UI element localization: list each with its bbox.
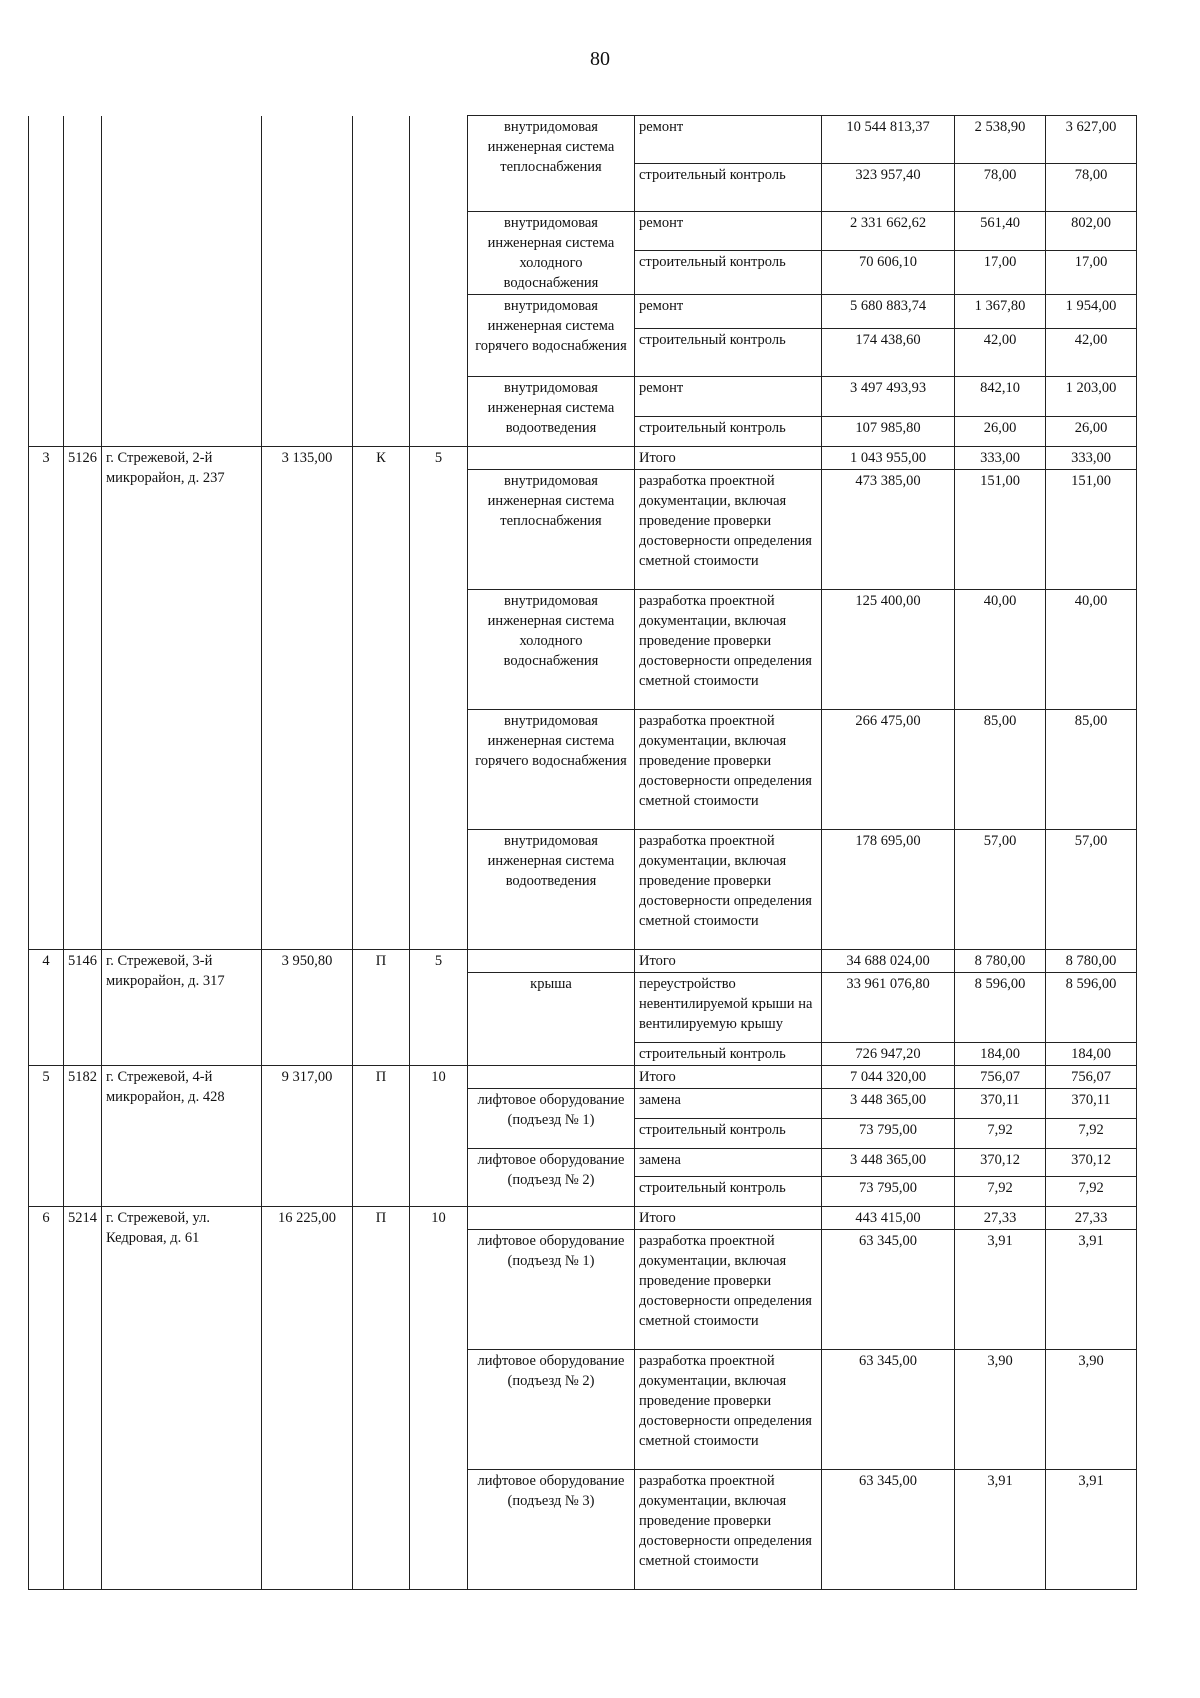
work-type: разработка проектной документации, включая проведение проверки достоверности определения сметной стоимости	[635, 470, 822, 590]
work-type: разработка проектной документации, включая проведение проверки достоверности определения сметной стоимости	[635, 1350, 822, 1470]
cost-cell: 266 475,00	[822, 710, 955, 830]
unit-cost-cell: 184,00	[955, 1043, 1046, 1066]
cost-cell: 473 385,00	[822, 470, 955, 590]
house-category: П	[353, 1066, 410, 1207]
unit-cost-cell: 42,00	[955, 329, 1046, 377]
work-type: ремонт	[635, 377, 822, 417]
house-floors: 10	[410, 1207, 468, 1590]
work-type: ремонт	[635, 116, 822, 164]
unit-cost-cell: 40,00	[955, 590, 1046, 710]
house-category: К	[353, 447, 410, 950]
work-type: строительный контроль	[635, 1177, 822, 1207]
table-row	[29, 1066, 1137, 1089]
row-number: 5	[29, 1066, 64, 1207]
cost-cell: 3 448 365,00	[822, 1149, 955, 1177]
work-type: ремонт	[635, 212, 822, 251]
cost-cell: 70 606,10	[822, 251, 955, 295]
house-code: 5146	[64, 950, 102, 1066]
cost-cell: 107 985,80	[822, 417, 955, 447]
unit-cost-cell: 333,00	[955, 447, 1046, 470]
unit-cost-cell: 561,40	[955, 212, 1046, 251]
house-code: 5214	[64, 1207, 102, 1590]
cost-cell: 10 544 813,37	[822, 116, 955, 164]
limit-cost-cell: 85,00	[1046, 710, 1137, 830]
cost-cell: 3 448 365,00	[822, 1089, 955, 1119]
limit-cost-cell: 27,33	[1046, 1207, 1137, 1230]
system-name: внутридомовая инженерная система водоотведения	[468, 377, 635, 447]
house-area: 3 950,80	[262, 950, 353, 1066]
limit-cost-cell: 8 780,00	[1046, 950, 1137, 973]
page-number: 80	[590, 48, 610, 70]
system-name: внутридомовая инженерная система теплоснабжения	[468, 470, 635, 590]
limit-cost-cell: 1 954,00	[1046, 295, 1137, 329]
cost-cell: 443 415,00	[822, 1207, 955, 1230]
unit-cost-cell: 26,00	[955, 417, 1046, 447]
unit-cost-cell: 7,92	[955, 1119, 1046, 1149]
system-name: лифтовое оборудование (подъезд № 1)	[468, 1089, 635, 1149]
unit-cost-cell: 3,91	[955, 1230, 1046, 1350]
unit-cost-cell: 27,33	[955, 1207, 1046, 1230]
limit-cost-cell: 7,92	[1046, 1177, 1137, 1207]
limit-cost-cell: 1 203,00	[1046, 377, 1137, 417]
work-type: разработка проектной документации, включая проведение проверки достоверности определения сметной стоимости	[635, 830, 822, 950]
house-address: г. Стрежевой, 4-й микрорайон, д. 428	[102, 1066, 262, 1207]
repair-schedule-table	[28, 115, 1137, 1590]
house-area: 9 317,00	[262, 1066, 353, 1207]
house-floors: 10	[410, 1066, 468, 1207]
limit-cost-cell: 7,92	[1046, 1119, 1137, 1149]
limit-cost-cell: 802,00	[1046, 212, 1137, 251]
limit-cost-cell: 184,00	[1046, 1043, 1137, 1066]
house-code: 5182	[64, 1066, 102, 1207]
row-number: 3	[29, 447, 64, 950]
cost-cell: 125 400,00	[822, 590, 955, 710]
cost-cell: 63 345,00	[822, 1470, 955, 1590]
system-name: внутридомовая инженерная система холодного водоснабжения	[468, 212, 635, 295]
system-name: лифтовое оборудование (подъезд № 1)	[468, 1230, 635, 1350]
unit-cost-cell: 7,92	[955, 1177, 1046, 1207]
cost-cell: 174 438,60	[822, 329, 955, 377]
limit-cost-cell: 57,00	[1046, 830, 1137, 950]
unit-cost-cell: 842,10	[955, 377, 1046, 417]
system-name: внутридомовая инженерная система водоотведения	[468, 830, 635, 950]
cost-cell: 178 695,00	[822, 830, 955, 950]
work-type: разработка проектной документации, включая проведение проверки достоверности определения сметной стоимости	[635, 1230, 822, 1350]
house-area: 3 135,00	[262, 447, 353, 950]
work-type: строительный контроль	[635, 164, 822, 212]
limit-cost-cell: 40,00	[1046, 590, 1137, 710]
total-label: Итого	[635, 950, 822, 973]
work-type: ремонт	[635, 295, 822, 329]
unit-cost-cell: 370,11	[955, 1089, 1046, 1119]
unit-cost-cell: 17,00	[955, 251, 1046, 295]
system-name: лифтовое оборудование (подъезд № 2)	[468, 1149, 635, 1207]
work-type: строительный контроль	[635, 1043, 822, 1066]
total-label: Итого	[635, 447, 822, 470]
work-type: разработка проектной документации, включая проведение проверки достоверности определения сметной стоимости	[635, 710, 822, 830]
system-name: внутридомовая инженерная система теплоснабжения	[468, 116, 635, 212]
limit-cost-cell: 17,00	[1046, 251, 1137, 295]
unit-cost-cell: 8 596,00	[955, 973, 1046, 1043]
house-category: П	[353, 950, 410, 1066]
house-area: 16 225,00	[262, 1207, 353, 1590]
limit-cost-cell: 42,00	[1046, 329, 1137, 377]
total-label: Итого	[635, 1066, 822, 1089]
cost-cell: 1 043 955,00	[822, 447, 955, 470]
unit-cost-cell: 1 367,80	[955, 295, 1046, 329]
work-type: строительный контроль	[635, 1119, 822, 1149]
total-label: Итого	[635, 1207, 822, 1230]
unit-cost-cell: 370,12	[955, 1149, 1046, 1177]
house-floors: 5	[410, 447, 468, 950]
unit-cost-cell: 78,00	[955, 164, 1046, 212]
cost-cell: 73 795,00	[822, 1177, 955, 1207]
limit-cost-cell: 8 596,00	[1046, 973, 1137, 1043]
limit-cost-cell: 3,91	[1046, 1470, 1137, 1590]
row-number: 4	[29, 950, 64, 1066]
limit-cost-cell: 370,11	[1046, 1089, 1137, 1119]
cost-cell: 5 680 883,74	[822, 295, 955, 329]
unit-cost-cell: 3,91	[955, 1470, 1046, 1590]
cost-cell: 34 688 024,00	[822, 950, 955, 973]
unit-cost-cell: 756,07	[955, 1066, 1046, 1089]
system-name: внутридомовая инженерная система горячего водоснабжения	[468, 295, 635, 377]
limit-cost-cell: 151,00	[1046, 470, 1137, 590]
house-address: г. Стрежевой, 2-й микрорайон, д. 237	[102, 447, 262, 950]
house-category: П	[353, 1207, 410, 1590]
cost-cell: 63 345,00	[822, 1350, 955, 1470]
limit-cost-cell: 333,00	[1046, 447, 1137, 470]
work-type: строительный контроль	[635, 329, 822, 377]
work-type: строительный контроль	[635, 251, 822, 295]
limit-cost-cell: 26,00	[1046, 417, 1137, 447]
limit-cost-cell: 3,91	[1046, 1230, 1137, 1350]
table-row	[29, 447, 1137, 470]
unit-cost-cell: 2 538,90	[955, 116, 1046, 164]
system-name: лифтовое оборудование (подъезд № 2)	[468, 1350, 635, 1470]
house-floors: 5	[410, 950, 468, 1066]
table-row	[29, 950, 1137, 973]
system-name: лифтовое оборудование (подъезд № 3)	[468, 1470, 635, 1590]
limit-cost-cell: 3,90	[1046, 1350, 1137, 1470]
work-type: строительный контроль	[635, 417, 822, 447]
limit-cost-cell: 3 627,00	[1046, 116, 1137, 164]
system-name: крыша	[468, 973, 635, 1066]
cost-cell: 323 957,40	[822, 164, 955, 212]
work-type: разработка проектной документации, включая проведение проверки достоверности определения сметной стоимости	[635, 590, 822, 710]
unit-cost-cell: 3,90	[955, 1350, 1046, 1470]
unit-cost-cell: 8 780,00	[955, 950, 1046, 973]
house-code: 5126	[64, 447, 102, 950]
cost-cell: 2 331 662,62	[822, 212, 955, 251]
table-row	[29, 1207, 1137, 1230]
unit-cost-cell: 57,00	[955, 830, 1046, 950]
unit-cost-cell: 151,00	[955, 470, 1046, 590]
limit-cost-cell: 756,07	[1046, 1066, 1137, 1089]
house-address: г. Стрежевой, ул. Кедровая, д. 61	[102, 1207, 262, 1590]
house-address: г. Стрежевой, 3-й микрорайон, д. 317	[102, 950, 262, 1066]
cost-cell: 63 345,00	[822, 1230, 955, 1350]
cost-cell: 73 795,00	[822, 1119, 955, 1149]
limit-cost-cell: 78,00	[1046, 164, 1137, 212]
limit-cost-cell: 370,12	[1046, 1149, 1137, 1177]
system-name: внутридомовая инженерная система горячего водоснабжения	[468, 710, 635, 830]
table-row	[29, 116, 1137, 164]
cost-cell: 3 497 493,93	[822, 377, 955, 417]
row-number: 6	[29, 1207, 64, 1590]
cost-cell: 33 961 076,80	[822, 973, 955, 1043]
cost-cell: 7 044 320,00	[822, 1066, 955, 1089]
work-type: замена	[635, 1089, 822, 1119]
work-type: разработка проектной документации, включая проведение проверки достоверности определения сметной стоимости	[635, 1470, 822, 1590]
work-type: замена	[635, 1149, 822, 1177]
unit-cost-cell: 85,00	[955, 710, 1046, 830]
work-type: переустройство невентилируемой крыши на вентилируемую крышу	[635, 973, 822, 1043]
system-name: внутридомовая инженерная система холодного водоснабжения	[468, 590, 635, 710]
cost-cell: 726 947,20	[822, 1043, 955, 1066]
